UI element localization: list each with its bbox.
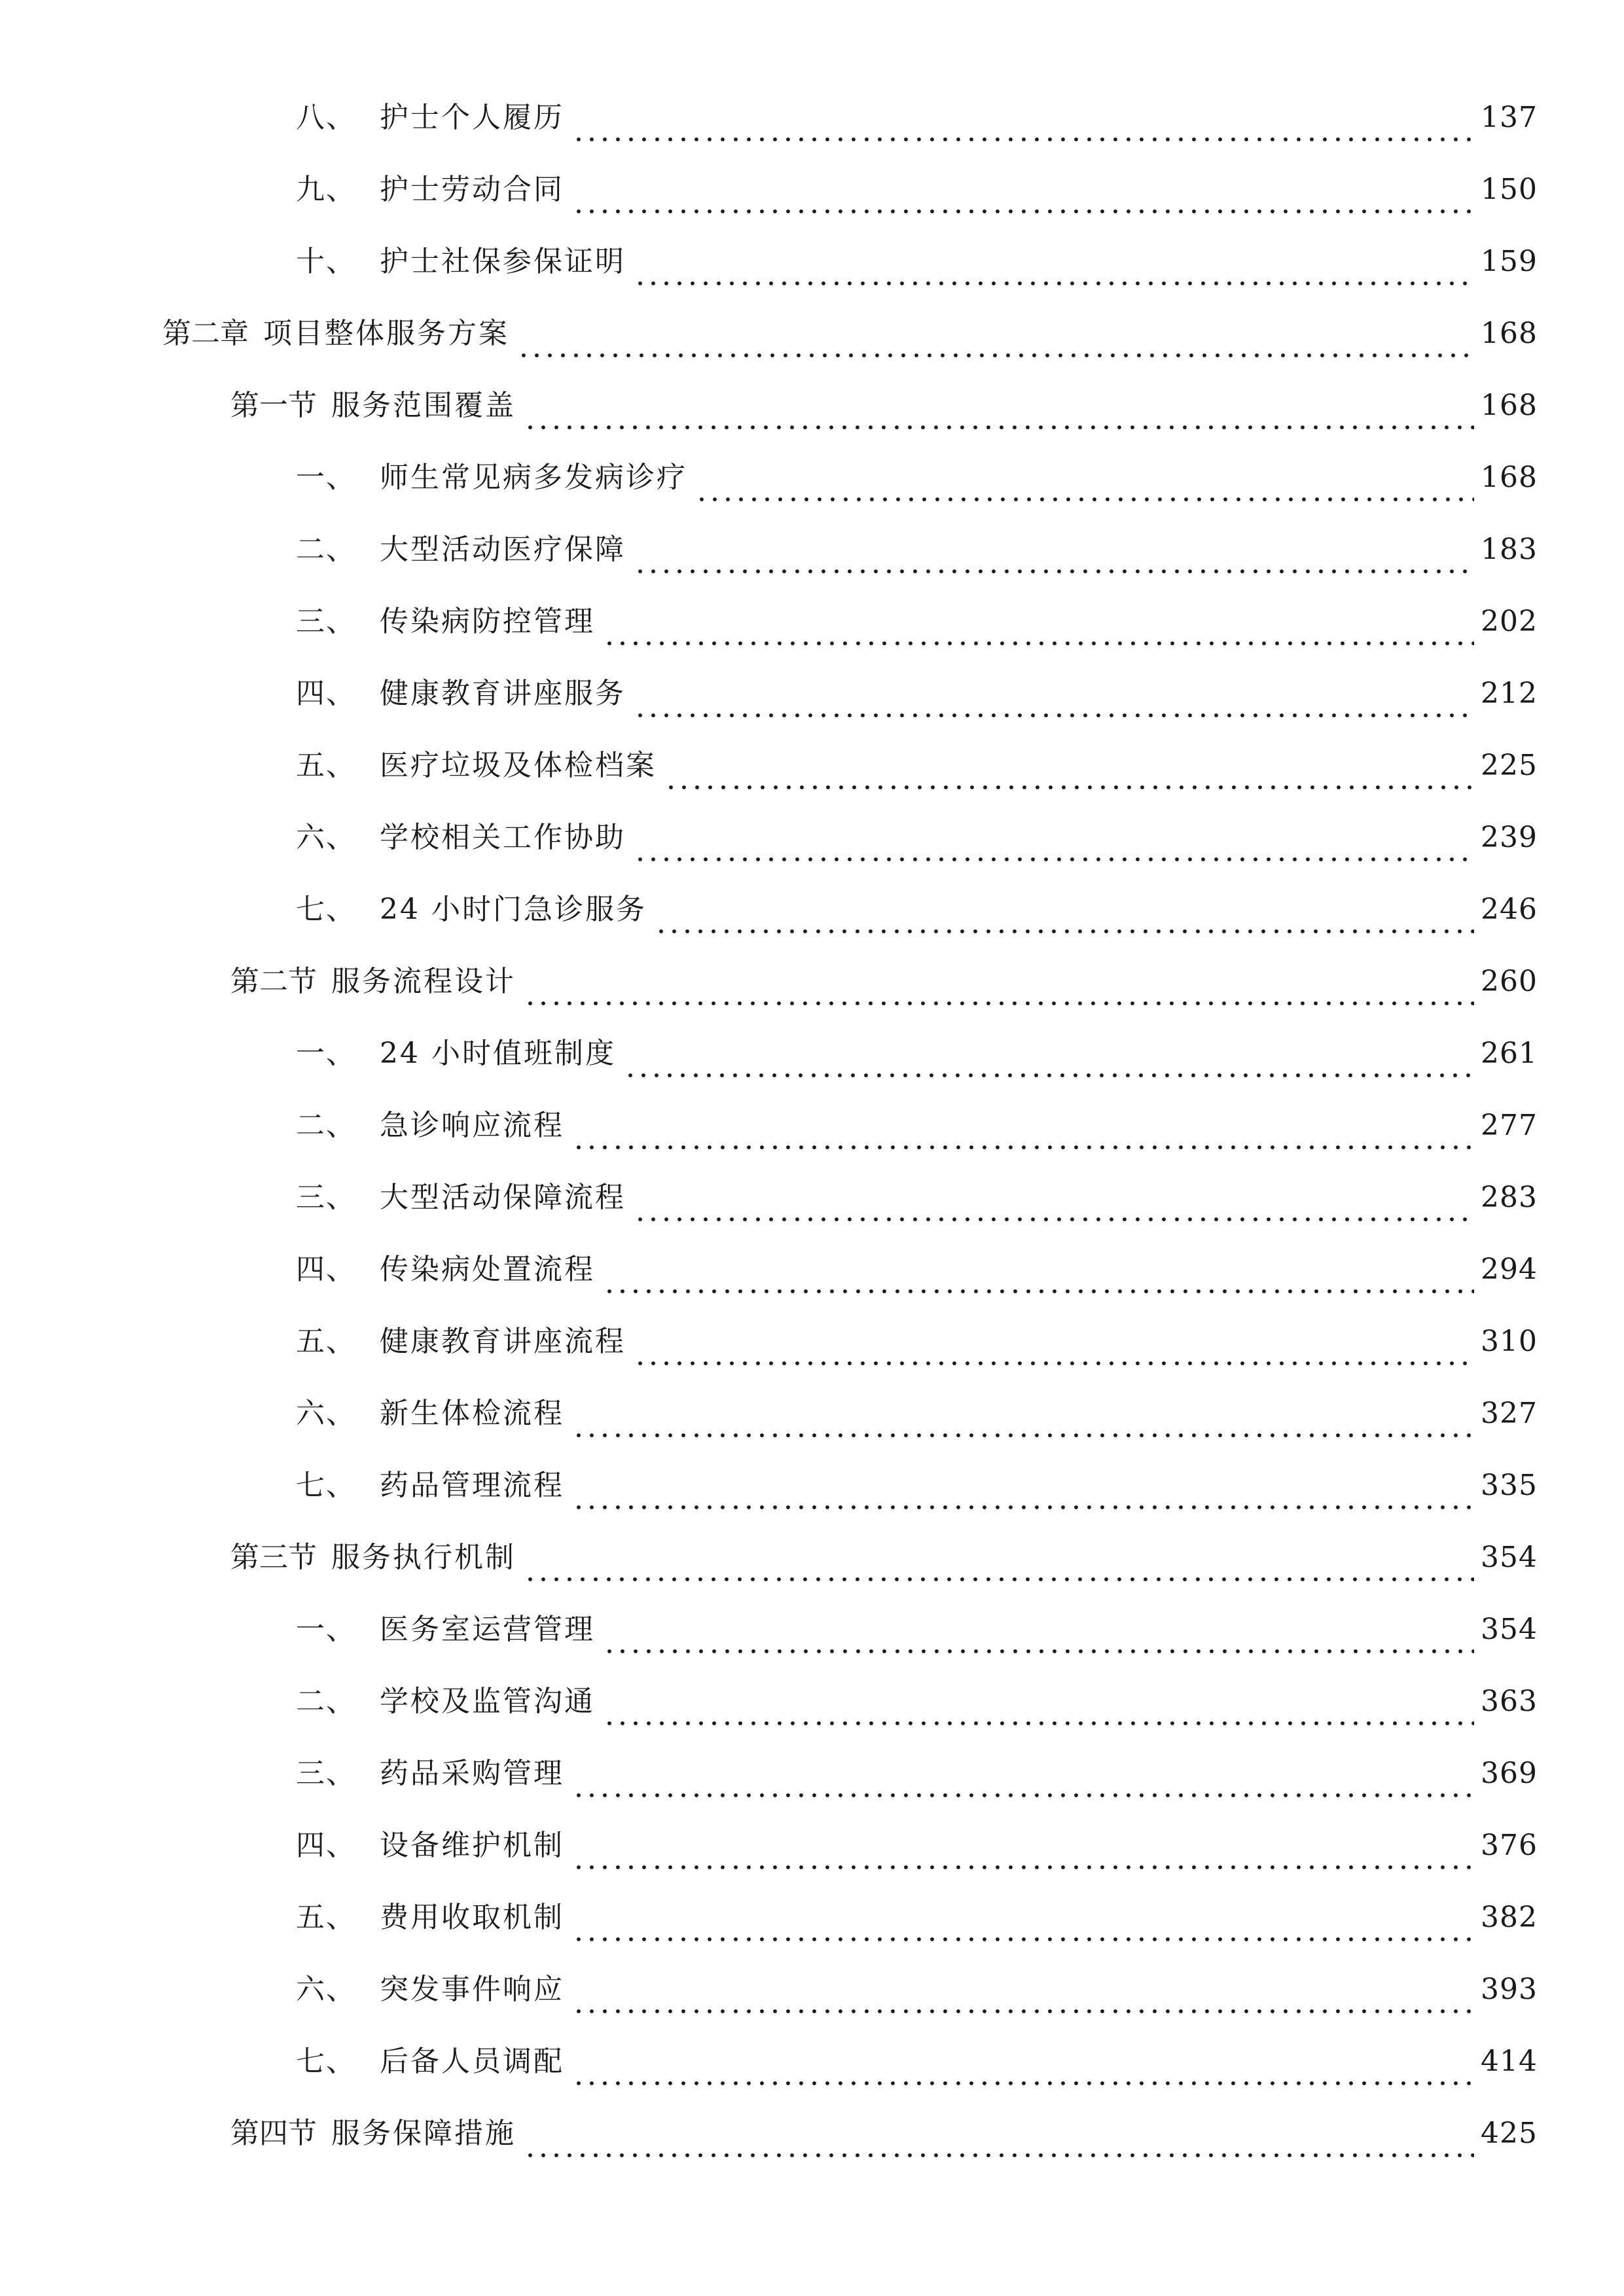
toc-entry-number: 六、 xyxy=(296,1973,356,2006)
toc-entry-title: 师生常见病多发病诊疗 xyxy=(380,461,687,494)
toc-entry[interactable] xyxy=(296,1604,1538,1656)
dot-leader xyxy=(572,1820,1474,1872)
toc-entry[interactable] xyxy=(296,1892,1538,1944)
dot-leader xyxy=(572,164,1474,216)
toc-entry[interactable] xyxy=(296,1172,1538,1224)
dot-leader xyxy=(603,1676,1474,1728)
toc-entry-title: 服务执行机制 xyxy=(331,1541,516,1574)
toc-entry-number: 第四节 xyxy=(230,2117,317,2150)
toc-entry-page-number: 363 xyxy=(1481,1685,1538,1718)
toc-entry-number: 七、 xyxy=(296,893,356,926)
dot-leader xyxy=(664,740,1474,792)
dot-leader xyxy=(603,1604,1474,1656)
dot-leader xyxy=(603,596,1474,648)
toc-entry-number: 第三节 xyxy=(230,1541,317,1574)
dot-leader xyxy=(517,308,1474,360)
toc-entry-page-number: 183 xyxy=(1481,533,1538,566)
dot-leader xyxy=(572,2036,1474,2088)
dot-leader xyxy=(603,1244,1474,1296)
toc-entry-number: 八、 xyxy=(296,101,356,134)
dot-leader xyxy=(572,1460,1474,1512)
toc-entry[interactable] xyxy=(296,1316,1538,1368)
toc-entry[interactable] xyxy=(296,2036,1538,2088)
toc-entry-title: 健康教育讲座流程 xyxy=(380,1325,626,1358)
toc-entry-page-number: 283 xyxy=(1481,1181,1538,1214)
toc-entry-number: 三、 xyxy=(296,1181,356,1214)
toc-entry-title: 护士劳动合同 xyxy=(380,173,564,206)
dot-leader xyxy=(634,812,1474,864)
toc-entry-page-number: 150 xyxy=(1481,173,1538,206)
toc-entry-section[interactable] xyxy=(230,380,1538,432)
toc-entry-number: 第二节 xyxy=(230,965,317,998)
toc-entry-title: 服务范围覆盖 xyxy=(331,389,516,422)
dot-leader xyxy=(524,956,1474,1008)
toc-entry-page-number: 376 xyxy=(1481,1829,1538,1862)
toc-entry[interactable] xyxy=(296,1388,1538,1440)
toc-entry-page-number: 239 xyxy=(1481,821,1538,854)
dot-leader xyxy=(572,1388,1474,1440)
dot-leader xyxy=(634,236,1474,288)
toc-entry[interactable] xyxy=(296,740,1538,792)
dot-leader xyxy=(524,2108,1474,2160)
toc-entry-title: 大型活动医疗保障 xyxy=(380,533,626,566)
toc-entry-number: 六、 xyxy=(296,1397,356,1430)
toc-entry-page-number: 393 xyxy=(1481,1973,1538,2006)
dot-leader xyxy=(524,380,1474,432)
toc-entry[interactable] xyxy=(296,668,1538,720)
toc-entry-number: 十、 xyxy=(296,245,356,278)
toc-entry[interactable] xyxy=(296,1820,1538,1872)
toc-entry-number: 一、 xyxy=(296,461,356,494)
toc-entry-page-number: 225 xyxy=(1481,749,1538,782)
toc-entry-page-number: 137 xyxy=(1481,101,1538,134)
toc-entry[interactable] xyxy=(296,884,1538,936)
dot-leader xyxy=(524,1532,1474,1584)
toc-entry-page-number: 354 xyxy=(1481,1613,1538,1646)
toc-entry-title: 服务流程设计 xyxy=(331,965,516,998)
dot-leader xyxy=(624,1028,1474,1080)
toc-entry-number: 四、 xyxy=(296,1829,356,1862)
toc-entry-page-number: 414 xyxy=(1481,2045,1538,2078)
toc-entry-page-number: 369 xyxy=(1481,1757,1538,1790)
toc-entry-number: 七、 xyxy=(296,2045,356,2078)
toc-entry[interactable] xyxy=(296,1028,1538,1080)
toc-entry-page-number: 294 xyxy=(1481,1253,1538,1286)
toc-entry-page-number: 277 xyxy=(1481,1109,1538,1142)
toc-entry-number: 五、 xyxy=(296,1325,356,1358)
toc-entry-page-number: 335 xyxy=(1481,1469,1538,1502)
toc-entry-number: 三、 xyxy=(296,1757,356,1790)
toc-entry-page-number: 246 xyxy=(1481,893,1538,926)
toc-entry-page-number: 382 xyxy=(1481,1901,1538,1934)
toc-entry-page-number: 168 xyxy=(1481,461,1538,494)
toc-entry-number: 五、 xyxy=(296,1901,356,1934)
toc-entry-number: 第一节 xyxy=(230,389,317,422)
dot-leader xyxy=(655,884,1474,936)
toc-entry-number: 三、 xyxy=(296,605,356,638)
toc-entry-page-number: 310 xyxy=(1481,1325,1538,1358)
toc-entry-title: 学校相关工作协助 xyxy=(380,821,626,854)
toc-entry-title: 项目整体服务方案 xyxy=(263,317,509,350)
toc-entry[interactable] xyxy=(296,1676,1538,1728)
toc-entry-title: 费用收取机制 xyxy=(380,1901,564,1934)
toc-entry-page-number: 425 xyxy=(1481,2117,1538,2150)
toc-entry-page-number: 260 xyxy=(1481,965,1538,998)
toc-entry-title: 设备维护机制 xyxy=(380,1829,564,1862)
toc-entry[interactable] xyxy=(296,164,1538,216)
toc-entry-title: 医疗垃圾及体检档案 xyxy=(380,749,657,782)
dot-leader xyxy=(572,1892,1474,1944)
toc-entry-number: 九、 xyxy=(296,173,356,206)
toc-entry-title: 药品管理流程 xyxy=(380,1469,564,1502)
toc-entry-section[interactable] xyxy=(230,2108,1538,2160)
toc-entry-title: 健康教育讲座服务 xyxy=(380,677,626,710)
toc-entry-section[interactable] xyxy=(230,956,1538,1008)
toc-entry-number: 一、 xyxy=(296,1037,356,1070)
toc-entry[interactable] xyxy=(296,1100,1538,1152)
toc-entry-number: 二、 xyxy=(296,533,356,566)
toc-entry-title: 大型活动保障流程 xyxy=(380,1181,626,1214)
dot-leader xyxy=(572,1748,1474,1800)
toc-entry-number: 五、 xyxy=(296,749,356,782)
dot-leader xyxy=(695,452,1474,504)
toc-entry-chapter[interactable] xyxy=(162,308,1538,360)
toc-entry-title: 后备人员调配 xyxy=(380,2045,564,2078)
toc-entry-page-number: 212 xyxy=(1481,677,1538,710)
toc-entry-title: 药品采购管理 xyxy=(380,1757,564,1790)
dot-leader xyxy=(634,1316,1474,1368)
toc-entry-number: 二、 xyxy=(296,1109,356,1142)
toc-entry-title: 新生体检流程 xyxy=(380,1397,564,1430)
dot-leader xyxy=(572,1964,1474,2016)
toc-entry-title: 传染病处置流程 xyxy=(380,1253,595,1286)
dot-leader xyxy=(634,524,1474,576)
toc-entry-title: 传染病防控管理 xyxy=(380,605,595,638)
toc-entry-page-number: 202 xyxy=(1481,605,1538,638)
toc-entry[interactable] xyxy=(296,812,1538,864)
toc-entry[interactable] xyxy=(296,596,1538,648)
dot-leader xyxy=(572,92,1474,144)
toc-entry-title: 医务室运营管理 xyxy=(380,1613,595,1646)
toc-entry-number: 七、 xyxy=(296,1469,356,1502)
toc-entry-number: 四、 xyxy=(296,677,356,710)
toc-entry[interactable] xyxy=(296,524,1538,576)
toc-entry-number: 六、 xyxy=(296,821,356,854)
toc-entry-title: 护士社保参保证明 xyxy=(380,245,626,278)
toc-entry[interactable] xyxy=(296,452,1538,504)
toc-entry-title: 服务保障措施 xyxy=(331,2117,516,2150)
toc-entry[interactable] xyxy=(296,1244,1538,1296)
dot-leader xyxy=(634,1172,1474,1224)
toc-entry-title: 突发事件响应 xyxy=(380,1973,564,2006)
dot-leader xyxy=(634,668,1474,720)
toc-entry-page-number: 168 xyxy=(1481,317,1538,350)
toc-entry-title: 急诊响应流程 xyxy=(380,1109,564,1142)
toc-entry-page-number: 159 xyxy=(1481,245,1538,278)
toc-entry-title: 学校及监管沟通 xyxy=(380,1685,595,1718)
toc-entry-title: 24 小时门急诊服务 xyxy=(380,893,647,926)
toc-entry-page-number: 261 xyxy=(1481,1037,1538,1070)
toc-entry[interactable] xyxy=(296,92,1538,144)
toc-entry-number: 二、 xyxy=(296,1685,356,1718)
toc-entry[interactable] xyxy=(296,1964,1538,2016)
toc-entry-number: 第二章 xyxy=(162,317,249,350)
toc-entry-number: 四、 xyxy=(296,1253,356,1286)
toc-entry[interactable] xyxy=(296,236,1538,288)
toc-entry[interactable] xyxy=(296,1460,1538,1512)
toc-entry-page-number: 168 xyxy=(1481,389,1538,422)
dot-leader xyxy=(572,1100,1474,1152)
toc-entry[interactable] xyxy=(296,1748,1538,1800)
toc-entry-title: 24 小时值班制度 xyxy=(380,1037,616,1070)
toc-entry-title: 护士个人履历 xyxy=(380,101,564,134)
toc-entry-number: 一、 xyxy=(296,1613,356,1646)
toc-entry-page-number: 327 xyxy=(1481,1397,1538,1430)
toc-entry-page-number: 354 xyxy=(1481,1541,1538,1574)
toc-entry-section[interactable] xyxy=(230,1532,1538,1584)
